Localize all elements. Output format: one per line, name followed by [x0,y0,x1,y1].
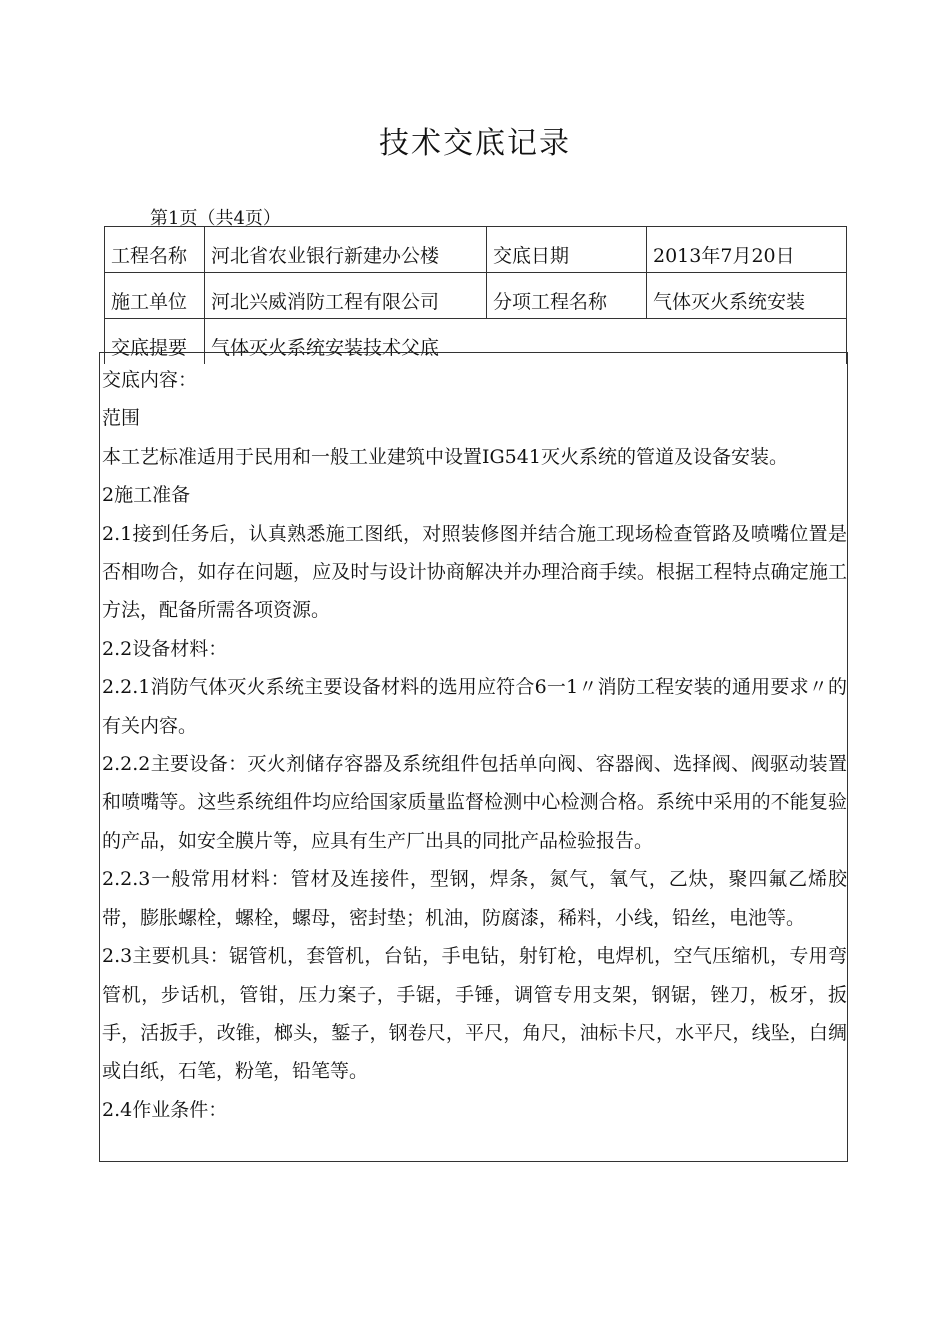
paragraph-2-2: 2.2设备材料： [102,637,228,660]
contractor-value: 河北兴威消防工程有限公司 [205,273,487,319]
paragraph-2-3: 2.3主要机具：锯管机，套管机，台钻，手电钻，射钉枪，电焊机，空气压缩机，专用弯管机，步话机，管钳，压力案子，手锯，手锤，调管专用支架，钢锯，锉刀，板牙，扳手，活扳手，改锥，榔头，錾子，钢卷尺，平尺，角尺，油标卡尺，水平尺，线坠，白绸或白纸，石笔，粉笔，铅笔等。 [102,945,847,1083]
document-title: 技术交底记录 [379,126,571,161]
date-label: 交底日期 [487,227,647,273]
paragraph-2-1: 2.1接到任务后，认真熟悉施工图纸，对照装修图并结合施工现场检查管路及喷嘴位置是否相吻合，如存在问题，应及时与设计协商解决并办理洽商手续。根据工程特点确定施工方法，配备所需各项资源。 [102,522,847,622]
paragraph-scope-title: 范围 [102,407,141,430]
sub-project-label: 分项工程名称 [487,273,647,319]
project-name-value: 河北省农业银行新建办公楼 [205,227,487,273]
header-table [104,226,847,364]
content-box [99,352,848,1162]
paragraph-scope: 本工艺标准适用于民用和一般工业建筑中设置IG541灭火系统的管道及设备安装。 [102,445,788,468]
paragraph-preparation-title: 2施工准备 [102,484,191,507]
summary-value: 气体灭火系统安装技术父底 [205,319,847,365]
project-name-label: 工程名称 [105,227,205,273]
header-row-contractor [105,273,847,319]
paragraph-2-4: 2.4作业条件： [102,1098,228,1121]
contractor-label: 施工单位 [105,273,205,319]
content-heading: 交底内容： [102,369,198,391]
header-row-project [105,227,847,273]
summary-label: 交底提要 [105,319,205,365]
page-info: 第1页（共4页） [150,208,281,229]
date-value: 2013年7月20日 [647,227,847,273]
paragraph-2-2-3: 2.2.3一般常用材料：管材及连接件，型钢，焊条，氮气，氧气，乙炔，聚四氟乙烯胶带，膨胀螺栓，螺栓，螺母，密封垫；机油，防腐漆，稀料，小线，铅丝，电池等。 [102,868,847,929]
paragraph-2-2-2: 2.2.2主要设备：灭火剂储存容器及系统组件包括单向阀、容器阀、选择阀、阀驱动装置和喷嘴等。这些系统组件均应给国家质量监督检测中心检测合格。系统中采用的不能复验的产品，如安全膜片等，应具有生产厂出具的同批产品检验报告。 [102,753,847,852]
paragraph-2-2-1: 2.2.1消防气体灭火系统主要设备材料的选用应符合6一1〃消防工程安装的通用要求〃的有关内容。 [102,676,847,737]
sub-project-value: 气体灭火系统安装 [647,273,847,319]
